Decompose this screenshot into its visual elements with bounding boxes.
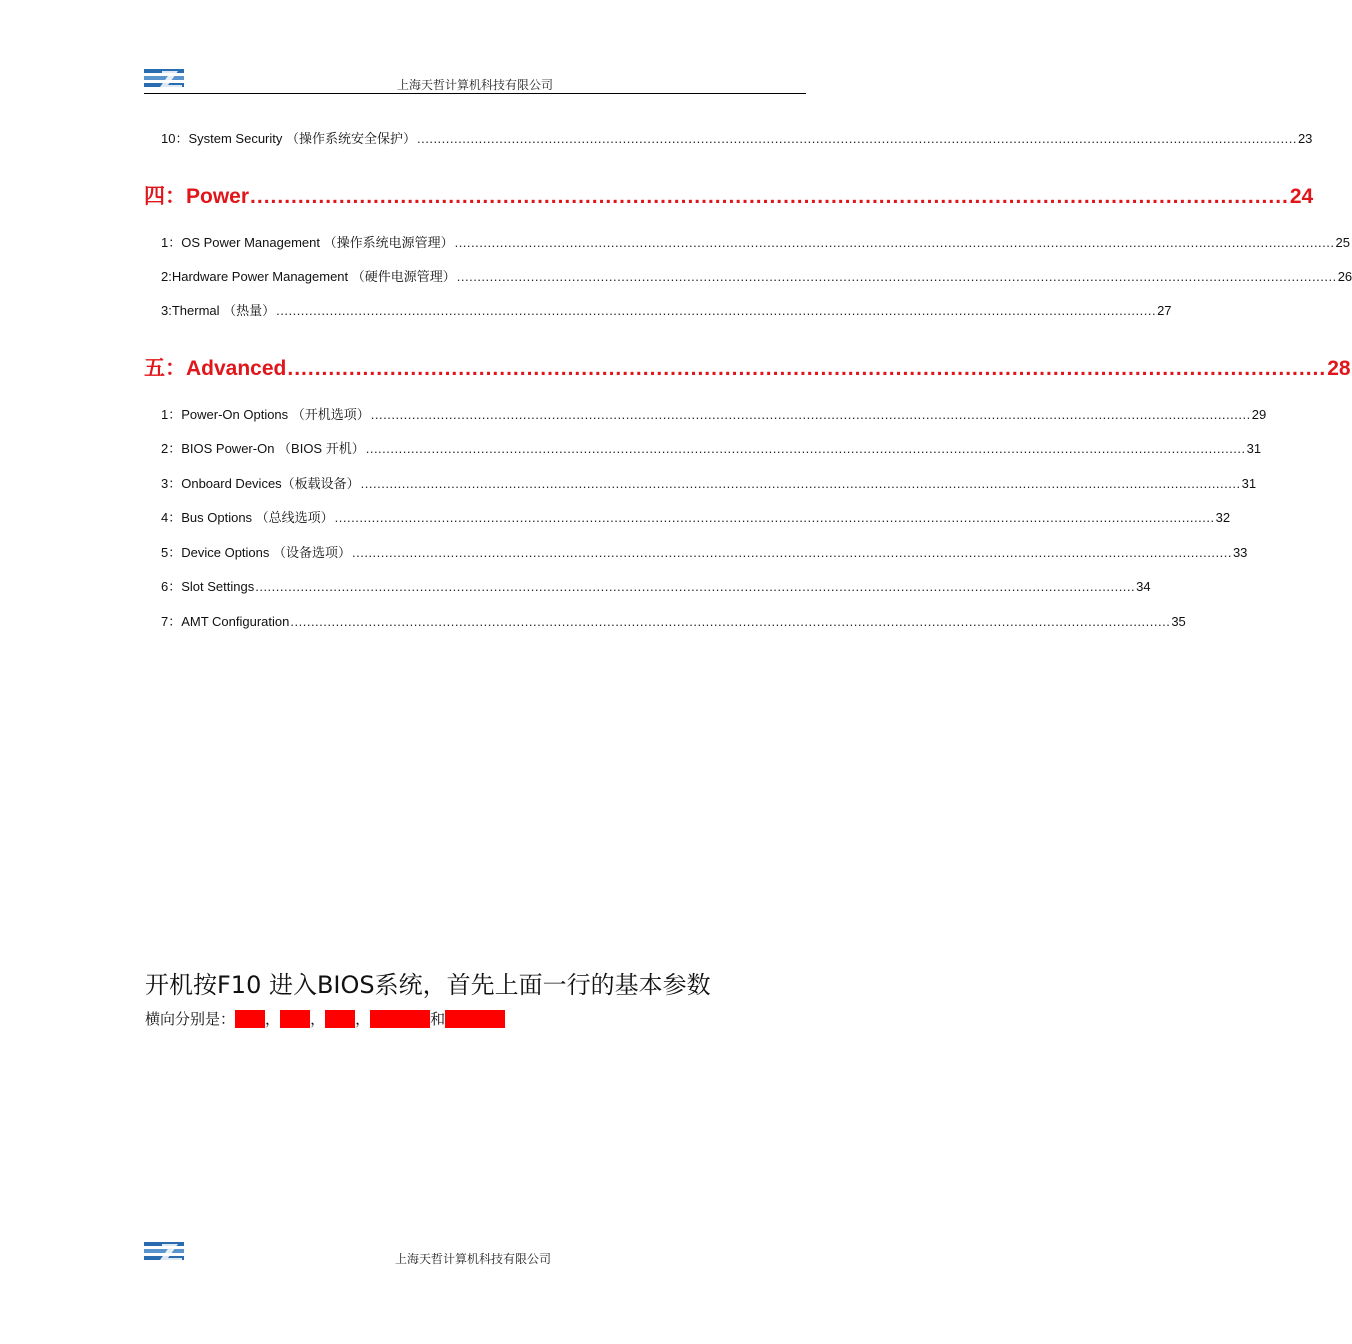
toc-item-label: 3:Thermal （热量） [161, 303, 276, 318]
toc-item-label: 4：Bus Options （总线选项） [161, 510, 334, 525]
toc-item-label: 1：OS Power Management （操作系统电源管理） [161, 235, 454, 250]
toc-leader: ...................................................................................................................................................................................................................... [456, 269, 1337, 284]
toc-item-thermal[interactable] [161, 300, 1172, 318]
toc-item-page: 25 [1335, 235, 1350, 250]
conjunction: 和 [430, 1010, 446, 1028]
header-company-name: 上海天哲计算机科技有限公司 [396, 78, 553, 92]
toc-section-page: 28 [1327, 357, 1351, 380]
toc-item-device-options[interactable] [161, 542, 1248, 560]
highlight-file: 文件 [235, 1010, 266, 1028]
toc-section-label: 五：Advanced [144, 357, 287, 380]
toc-section-label: 四：Power [144, 185, 250, 208]
toc-item-page: 26 [1337, 269, 1352, 284]
section-heading: 开机按F10 进入BIOS系统，首先上面一行的基本参数 [145, 971, 711, 999]
toc-item-slot-settings[interactable] [161, 576, 1151, 594]
separator: ， [265, 1010, 281, 1028]
toc-item-page: 34 [1136, 579, 1151, 594]
toc-item-page: 32 [1215, 510, 1231, 525]
toc-leader: ...................................................................................................................................................................................................................... [417, 131, 1297, 146]
toc-item-bus-options[interactable] [161, 507, 1231, 525]
toc-item-power-on-options[interactable] [161, 404, 1267, 422]
toc-leader: ...................................................................................................................................................................................................................... [454, 235, 1335, 250]
line-prefix: 横向分别是： [145, 1010, 236, 1028]
toc-item-page: 35 [1171, 614, 1186, 629]
highlight-security: 安全 [325, 1010, 356, 1028]
highlight-advanced: 高级选项 [445, 1010, 506, 1028]
toc-leader: ........................................................................................................................................................ [250, 185, 1289, 208]
toc-item-label: 3：Onboard Devices（板载设备） [161, 476, 360, 491]
toc-item-label: 6：Slot Settings [161, 579, 255, 594]
toc-leader: ...................................................................................................................................................................................................................... [365, 441, 1246, 456]
toc-section-advanced[interactable] [144, 352, 1351, 380]
toc-item-system-security[interactable] [161, 128, 1313, 146]
toc-leader: ...................................................................................................................................................................................................................... [276, 303, 1157, 318]
highlight-power-management: 电源管理 [370, 1010, 431, 1028]
toc-leader: ........................................................................................................................................................ [287, 357, 1327, 380]
toc-item-page: 27 [1157, 303, 1172, 318]
toc-item-page: 23 [1297, 131, 1313, 146]
toc-leader: ...................................................................................................................................................................................................................... [370, 407, 1251, 422]
toc-leader: ...................................................................................................................................................................................................................... [360, 476, 1241, 491]
toc-item-page: 29 [1251, 407, 1267, 422]
toc-leader: ...................................................................................................................................................................................................................... [352, 545, 1232, 560]
separator: ， [310, 1010, 326, 1028]
separator: ， [355, 1010, 371, 1028]
toc-leader: ...................................................................................................................................................................................................................... [255, 579, 1136, 594]
toc-item-label: 5：Device Options （设备选项） [161, 545, 351, 560]
toc-item-label: 2:Hardware Power Management （硬件电源管理） [161, 269, 456, 284]
header-rule [144, 93, 806, 94]
menu-list-line [145, 1008, 745, 1029]
toc-item-label: 2：BIOS Power-On （BIOS 开机） [161, 441, 365, 456]
toc-item-label: 1：Power-On Options （开机选项） [161, 407, 370, 422]
toc-item-label: 7：AMT Configuration [161, 614, 290, 629]
highlight-storage: 存储 [280, 1010, 311, 1028]
footer-company-name: 上海天哲计算机科技有限公司 [394, 1252, 551, 1266]
toc-leader: ...................................................................................................................................................................................................................... [334, 510, 1215, 525]
toc-section-power[interactable] [144, 180, 1314, 208]
toc-item-page: 31 [1241, 476, 1257, 491]
toc-item-os-power-management[interactable] [161, 232, 1350, 250]
toc-item-onboard-devices[interactable] [161, 473, 1257, 491]
toc-item-page: 31 [1246, 441, 1262, 456]
toc-item-amt-configuration[interactable] [161, 611, 1186, 629]
toc-item-bios-power-on[interactable] [161, 438, 1262, 456]
toc-item-page: 33 [1232, 545, 1248, 560]
toc-section-page: 24 [1289, 185, 1314, 208]
toc-item-hardware-power-management[interactable] [161, 266, 1352, 284]
toc-item-label: 10：System Security （操作系统安全保护） [161, 131, 416, 146]
toc-leader: ...................................................................................................................................................................................................................... [290, 614, 1171, 629]
